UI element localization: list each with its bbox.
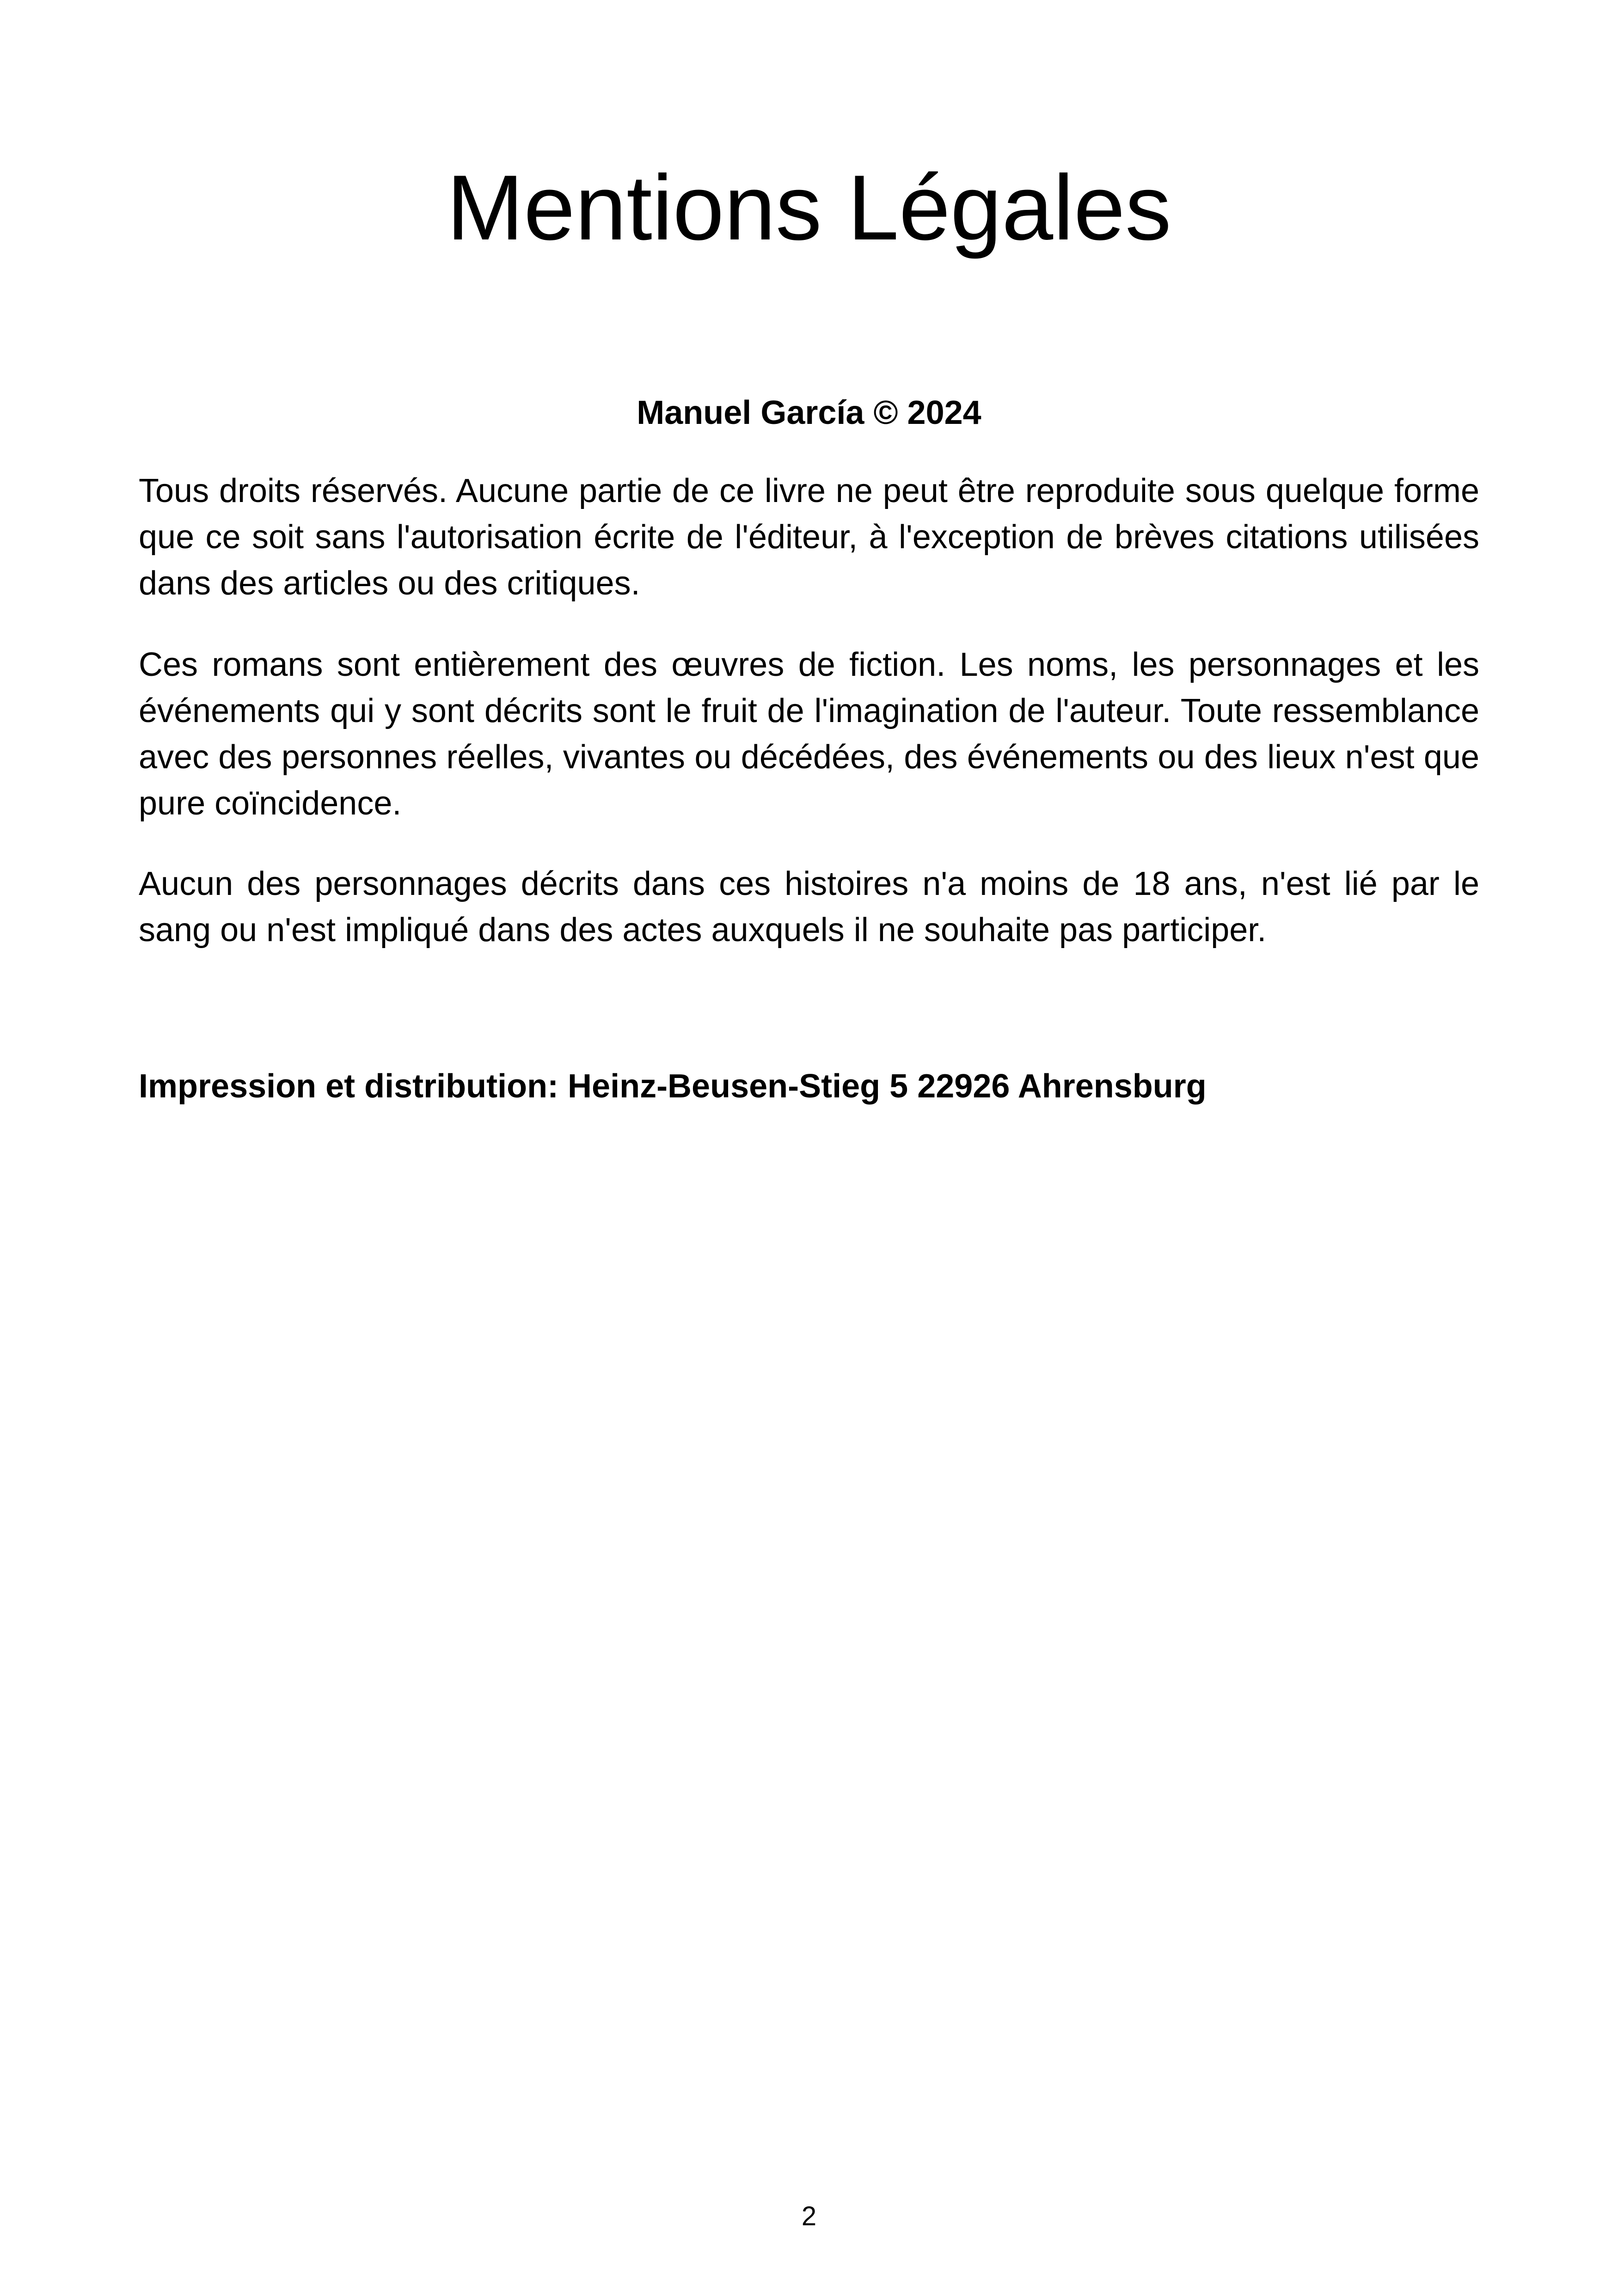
fiction-disclaimer-paragraph: Ces romans sont entièrement des œuvres de fiction. Les noms, les personnages et les événements qui y sont décrits sont le fruit de l'imagination de l'auteur. Toute ressemblance avec des personnes réelles, vivantes ou décédées, des événements ou des lieux n'est que pure coïncidence. xyxy=(139,646,1479,822)
rights-paragraph: Tous droits réservés. Aucune partie de ce livre ne peut être reproduite sous quelque forme que ce soit sans l'autorisation écrite de l'éditeur, à l'exception de brèves citations utilisées dans des articles ou des critiques. xyxy=(139,472,1479,602)
imprint-line: Impression et distribution: Heinz-Beusen-Stieg 5 22926 Ahrensburg xyxy=(139,1068,1207,1105)
copyright-line: Manuel García © 2024 xyxy=(637,394,981,431)
page-number: 2 xyxy=(801,2201,817,2231)
page-title: Mentions Légales xyxy=(447,156,1171,259)
characters-disclaimer-paragraph: Aucun des personnages décrits dans ces histoires n'a moins de 18 ans, n'est lié par le sang ou n'est impliqué dans des actes auxquels il ne souhaite pas participer. xyxy=(139,865,1479,949)
